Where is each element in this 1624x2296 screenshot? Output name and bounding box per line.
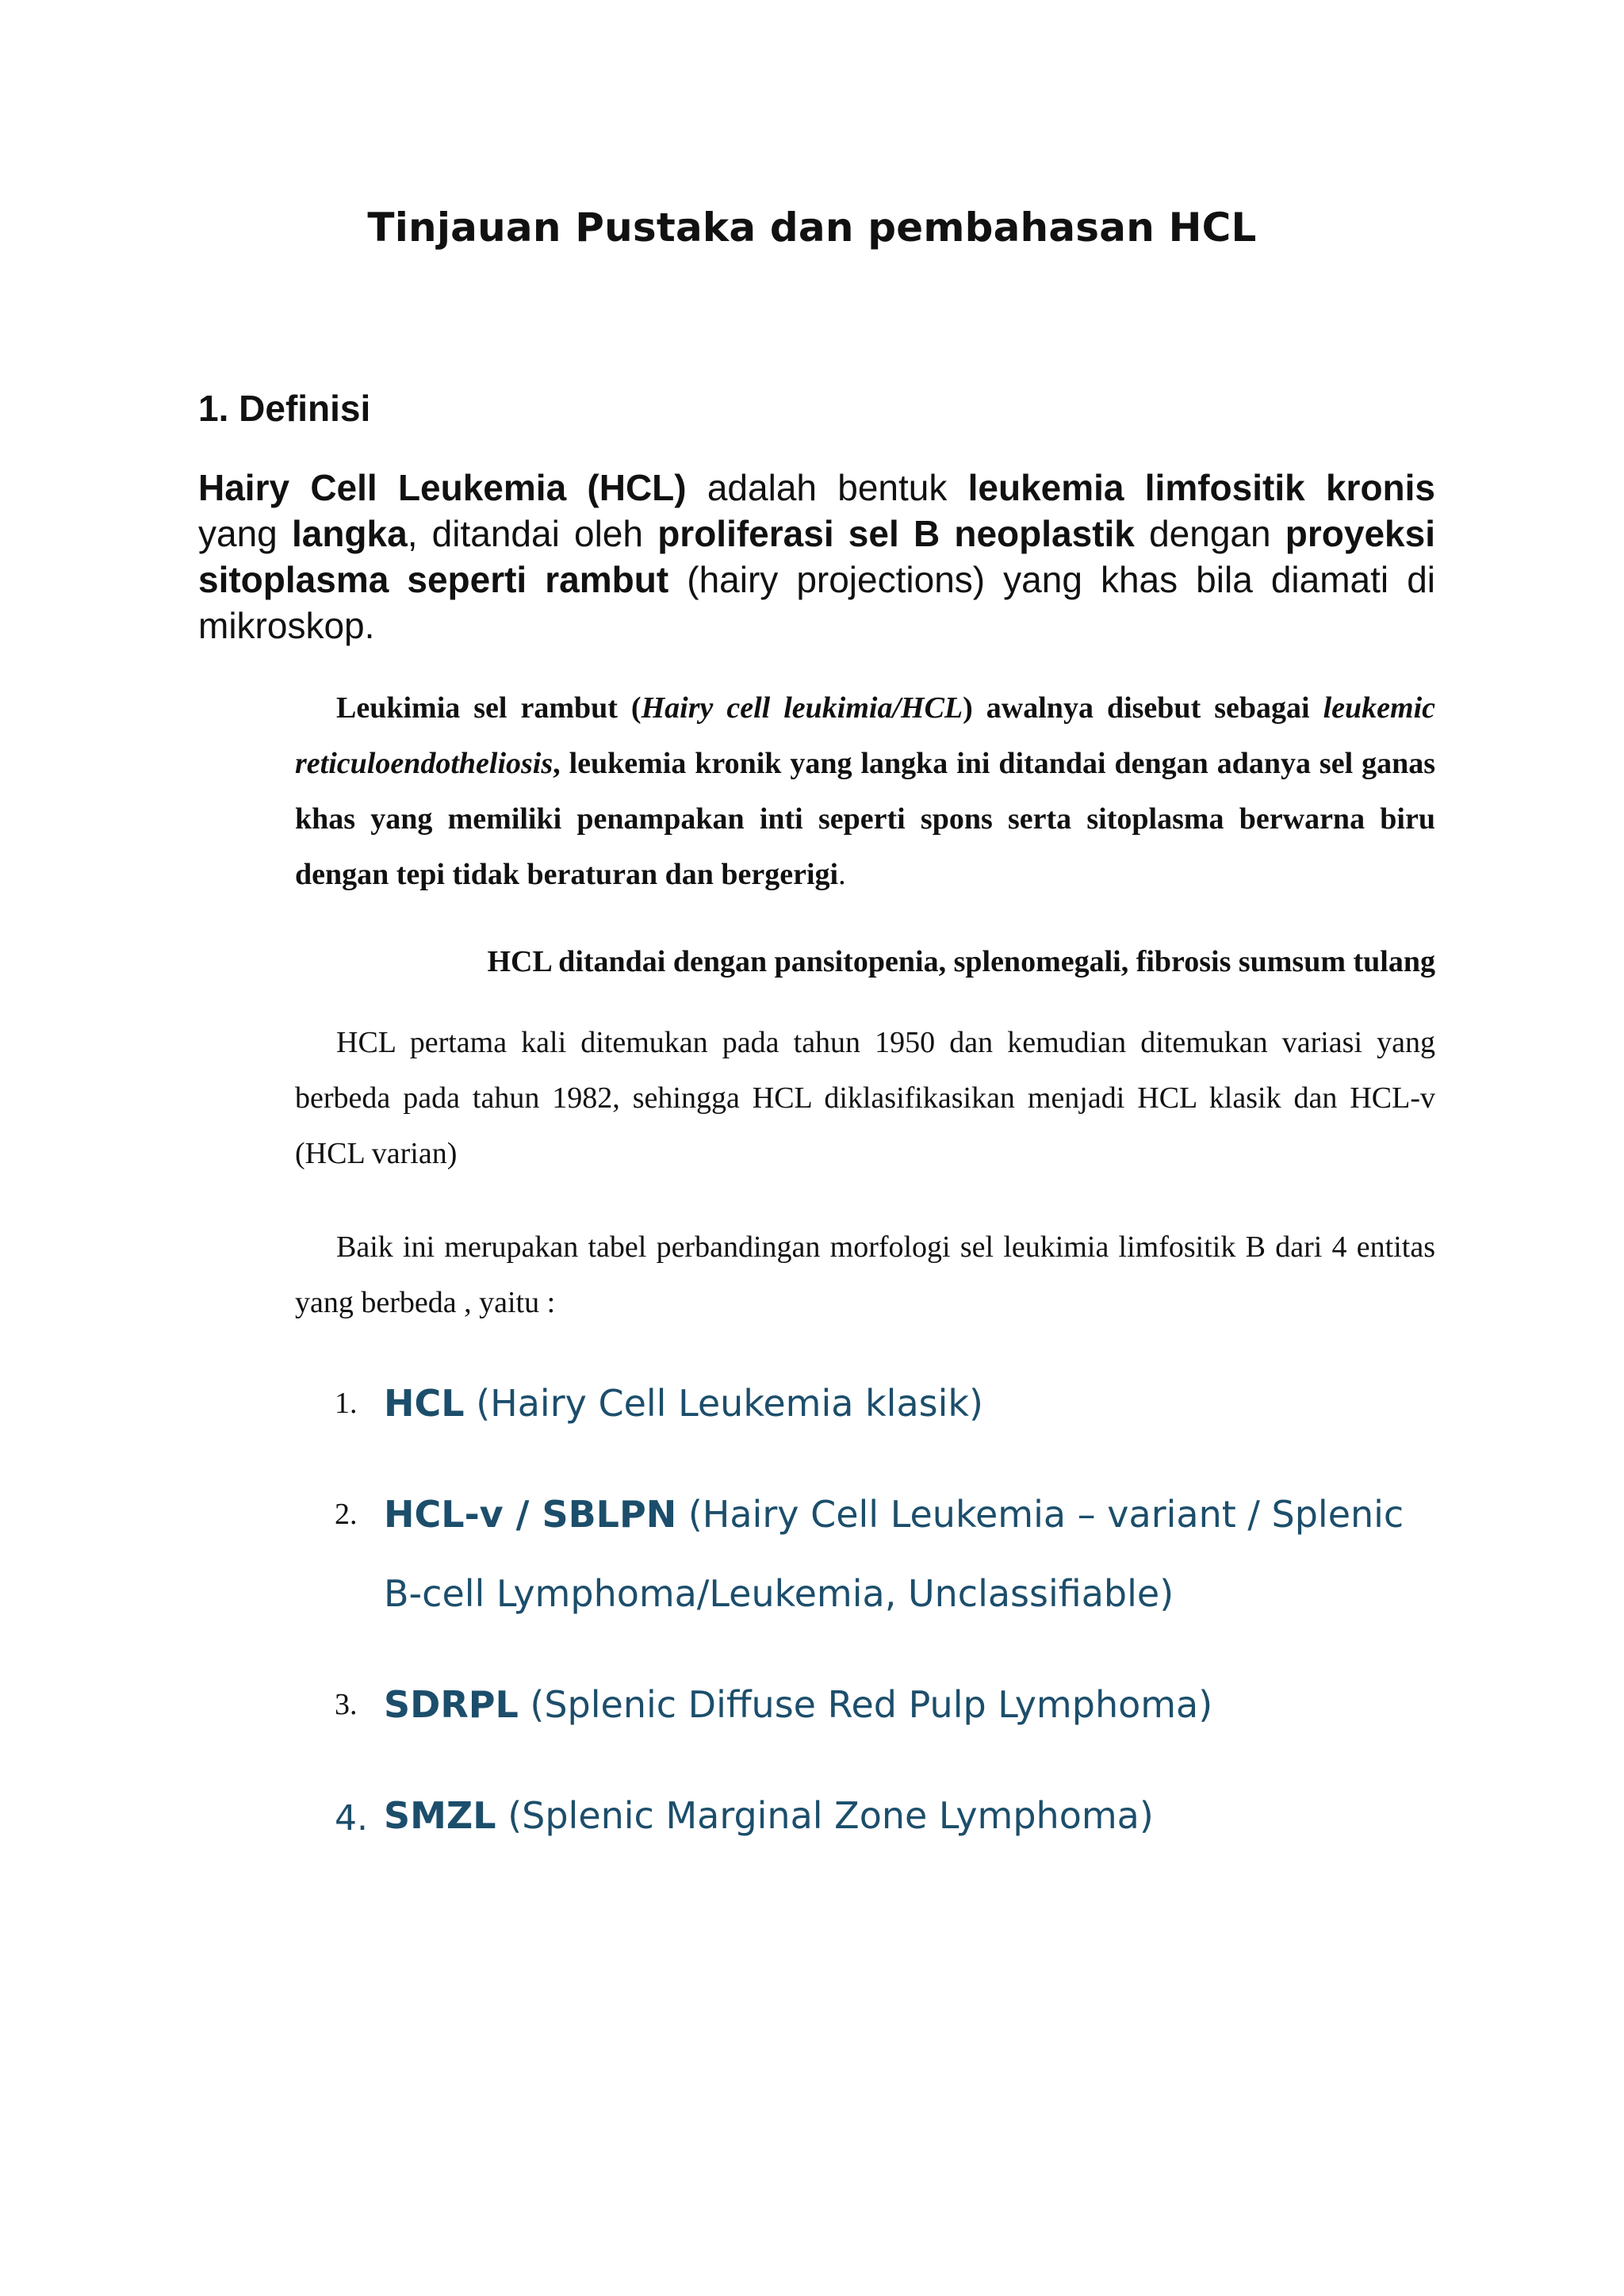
section-heading-definisi: 1. Definisi: [198, 388, 371, 429]
list-number: 2.: [335, 1498, 358, 1531]
page-title: Tinjauan Pustaka dan pembahasan HCL: [367, 205, 1257, 251]
list-number: 3.: [335, 1688, 358, 1721]
paragraph-tabel-perbandingan: Baik ini merupakan tabel perbandingan morfologi sel leukimia limfositik B dari 4 entitas yang berbeda , yaitu :: [295, 1230, 1435, 1319]
paragraph-leukimia-sel-rambut: Leukimia sel rambut (Hairy cell leukimia/HCL) awalnya disebut sebagai leukemic reticuloendotheliosis, leukemia kronik yang langka ini ditandai dengan adanya sel ganas khas yang memiliki penampakan inti seperti spons serta sitoplasma berwarna biru dengan tepi tidak beraturan dan bergerigi.: [295, 691, 1435, 891]
list-abbr: HCL-v / SBLPN: [384, 1493, 677, 1536]
list-abbr: SMZL: [384, 1794, 496, 1837]
list-desc: (Splenic Marginal Zone Lymphoma): [496, 1794, 1154, 1837]
list-number: 1.: [335, 1387, 358, 1420]
list-desc: (Splenic Diffuse Red Pulp Lymphoma): [518, 1683, 1213, 1726]
list-abbr: HCL: [384, 1382, 465, 1425]
paragraph-hcl-ditandai: HCL ditandai dengan pansitopenia, splenomegali, fibrosis sumsum tulang: [487, 945, 1435, 978]
list-desc: (Hairy Cell Leukemia klasik): [464, 1382, 983, 1425]
list-desc: (Hairy Cell Leukemia – variant / Splenic B-cell Lymphoma/Leukemia, Unclassifiable): [384, 1493, 1404, 1615]
list-number: 4.: [335, 1798, 368, 1839]
term-hcl: Hairy Cell Leukemia (HCL): [198, 467, 687, 508]
definition-paragraph: Hairy Cell Leukemia (HCL) adalah bentuk leukemia limfositik kronis yang langka, ditandai oleh proliferasi sel B neoplastik dengan proyeksi sitoplasma seperti rambut (hairy projections) yang khas bila diamati di mikroskop.: [198, 467, 1435, 646]
paragraph-sejarah-hcl: HCL pertama kali ditemukan pada tahun 1950 dan kemudian ditemukan variasi yang berbeda pada tahun 1982, sehingga HCL diklasifikasikan menjadi HCL klasik dan HCL-v (HCL varian): [295, 1026, 1435, 1170]
list-abbr: SDRPL: [384, 1683, 519, 1726]
